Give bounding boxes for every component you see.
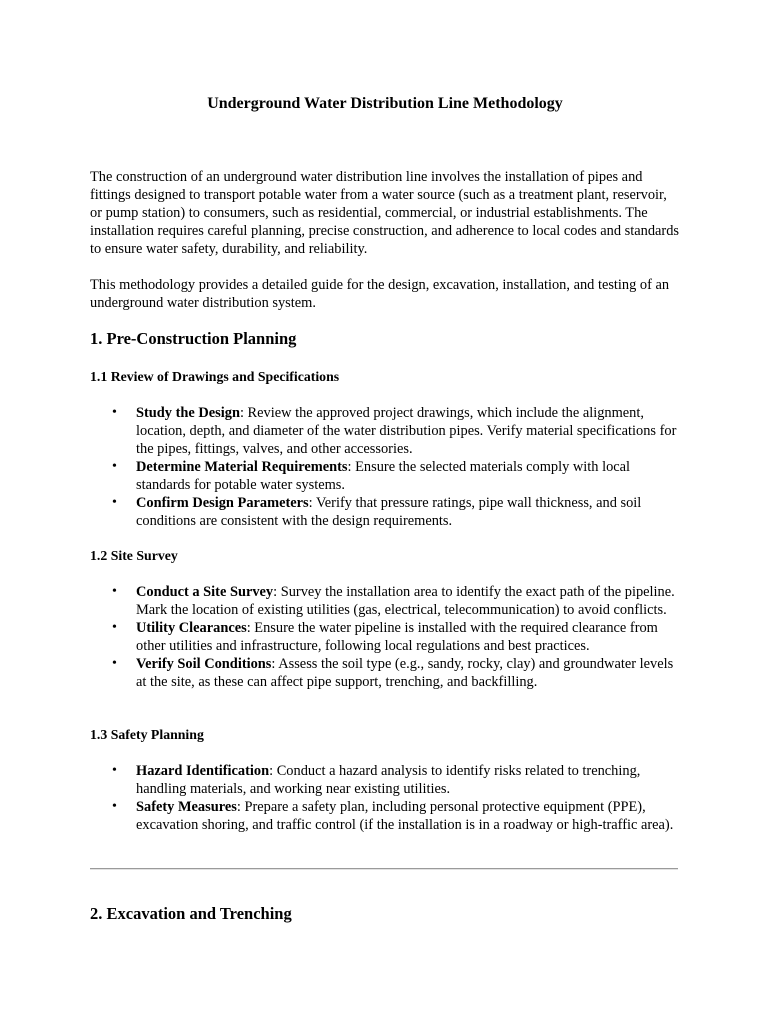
intro-paragraph-2: This methodology provides a detailed guide for the design, excavation, installation, and testing of an underground water distribution system.: [90, 277, 670, 311]
intro-paragraph-1: The construction of an underground water distribution line involves the installation of pipes and fittings designed to transport potable water from a water source (such as a treatment plant, reservoir, or pump station) to consumers, such as residential, commercial, or industrial establishments. The installation requires careful planning, precise construction, and adherence to local codes and standards to ensure water safety, durability, and reliability.: [90, 169, 679, 257]
list-item-text: : Assess the soil type (e.g., sandy, rocky, clay) and groundwater levels at the site, as these can affect pipe support, trenching, and backfilling.: [136, 656, 674, 690]
list-item-term: Determine Material Requirements: [136, 459, 348, 475]
subsection-1-2-heading: 1.2 Site Survey: [90, 548, 178, 563]
bullet-icon: •: [112, 620, 117, 635]
list-item-term: Confirm Design Parameters: [136, 495, 309, 511]
list-item: [90, 798, 680, 834]
list-item: [90, 583, 680, 619]
bullet-icon: •: [112, 584, 117, 599]
bullet-icon: •: [112, 656, 117, 671]
document-title: Underground Water Distribution Line Methodology: [207, 95, 563, 112]
section-2-heading: 2. Excavation and Trenching: [90, 904, 292, 923]
list-item: [90, 458, 680, 494]
section-1-heading: 1. Pre-Construction Planning: [90, 329, 297, 348]
list-item-term: Safety Measures: [136, 799, 237, 815]
subsection-1-3-heading: 1.3 Safety Planning: [90, 727, 204, 742]
list-item-term: Utility Clearances: [136, 620, 247, 636]
subsection-1-3-list: [90, 762, 680, 834]
list-item-text: : Verify that pressure ratings, pipe wall thickness, and soil conditions are consistent with the design requirements.: [136, 495, 642, 529]
list-item-term: Hazard Identification: [136, 763, 270, 779]
subsection-1-1-heading: 1.1 Review of Drawings and Specifications: [90, 369, 340, 384]
list-item-text: : Survey the installation area to identify the exact path of the pipeline. Mark the location of existing utilities (gas, electrical, telecommunication) to avoid conflicts.: [136, 584, 675, 618]
list-item: [90, 404, 680, 458]
list-item: [90, 619, 680, 655]
list-item-term: Conduct a Site Survey: [136, 584, 274, 600]
list-item: [90, 762, 680, 798]
bullet-icon: •: [112, 799, 117, 814]
list-item-text: : Conduct a hazard analysis to identify risks related to trenching, handling materials, and working near existing utilities.: [136, 763, 641, 797]
list-item-text: : Ensure the selected materials comply with local standards for potable water systems.: [136, 459, 631, 493]
subsection-1-1-list: [90, 404, 680, 530]
subsection-1-2-list: [90, 583, 680, 691]
horizontal-rule: [90, 868, 678, 870]
list-item-term: Study the Design: [136, 405, 240, 421]
list-item: [90, 494, 680, 530]
bullet-icon: •: [112, 459, 117, 474]
list-item-text: : Review the approved project drawings, which include the alignment, location, depth, and diameter of the water distribution pipes. Verify material specifications for the pipes, fittings, valves, and other accessories.: [136, 405, 677, 457]
bullet-icon: •: [112, 495, 117, 510]
list-item-term: Verify Soil Conditions: [136, 656, 272, 672]
bullet-icon: •: [112, 763, 117, 778]
list-item: [90, 655, 680, 691]
list-item-text: : Ensure the water pipeline is installed with the required clearance from other utilities and infrastructure, following local regulations and best practices.: [136, 620, 658, 654]
list-item-text: : Prepare a safety plan, including personal protective equipment (PPE), excavation shoring, and traffic control (if the installation is in a roadway or high-traffic area).: [136, 799, 674, 833]
bullet-icon: •: [112, 405, 117, 420]
